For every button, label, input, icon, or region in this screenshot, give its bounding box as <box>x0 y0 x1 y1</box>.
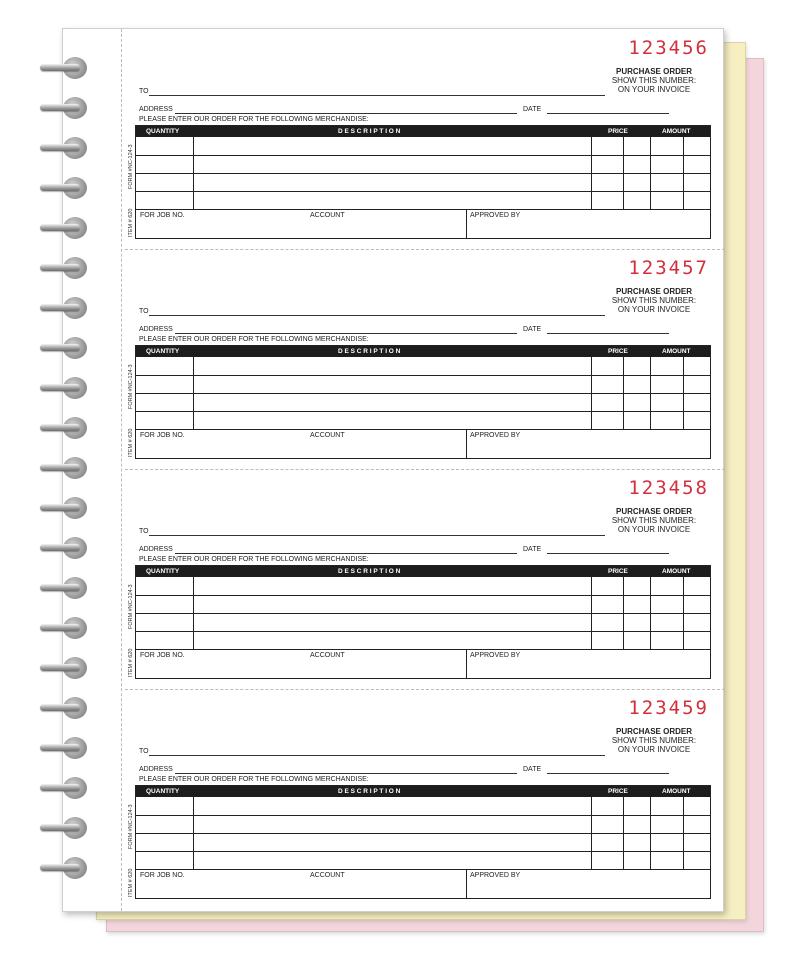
date-field[interactable] <box>547 773 669 774</box>
job-no-label: FOR JOB NO. <box>140 432 185 439</box>
description-header: D E S C R I P T I O N <box>338 128 401 135</box>
po-form-2 <box>125 249 723 469</box>
binding-ring <box>40 415 96 441</box>
show-number-line2: ON YOUR INVOICE <box>617 745 691 754</box>
instructions-text: PLEASE ENTER OUR ORDER FOR THE FOLLOWING MERCHANDISE: <box>139 776 369 783</box>
table-header <box>136 566 710 577</box>
show-number-line2: ON YOUR INVOICE <box>617 305 691 314</box>
po-form-4 <box>125 689 723 909</box>
footer-divider <box>466 869 467 899</box>
table-header <box>136 126 710 137</box>
po-title: PURCHASE ORDER <box>615 727 692 736</box>
po-number: 123457 <box>628 257 709 279</box>
date-label: DATE <box>523 546 542 553</box>
po-title: PURCHASE ORDER <box>615 507 692 516</box>
row-divider <box>136 429 710 430</box>
row-divider <box>136 209 710 210</box>
row-divider <box>136 851 710 852</box>
po-number: 123458 <box>628 477 709 499</box>
po-title-block <box>599 67 709 94</box>
amount-header: AMOUNT <box>662 788 691 795</box>
account-label: ACCOUNT <box>310 872 345 879</box>
order-table <box>135 565 711 679</box>
quantity-header: QUANTITY <box>146 568 180 575</box>
binding-ring <box>40 455 96 481</box>
item-code: ITEM # 620 <box>128 868 134 897</box>
po-title-block <box>599 287 709 314</box>
po-form-1 <box>125 29 723 249</box>
binding-ring <box>40 295 96 321</box>
show-number-line1: SHOW THIS NUMBER: <box>611 736 697 745</box>
po-title: PURCHASE ORDER <box>615 67 692 76</box>
description-header: D E S C R I P T I O N <box>338 568 401 575</box>
price-header: PRICE <box>608 568 628 575</box>
to-label: TO <box>139 308 149 315</box>
job-no-label: FOR JOB NO. <box>140 652 185 659</box>
quantity-header: QUANTITY <box>146 788 180 795</box>
binding-ring <box>40 535 96 561</box>
row-divider <box>136 815 710 816</box>
binding-ring <box>40 135 96 161</box>
address-field[interactable] <box>175 113 517 114</box>
footer-divider <box>466 649 467 679</box>
quantity-header: QUANTITY <box>146 128 180 135</box>
binding-ring <box>40 815 96 841</box>
footer-divider <box>466 429 467 459</box>
amount-header: AMOUNT <box>662 128 691 135</box>
po-number: 123459 <box>628 697 709 719</box>
quantity-header: QUANTITY <box>146 348 180 355</box>
binding-ring <box>40 695 96 721</box>
to-field[interactable] <box>149 95 605 96</box>
row-divider <box>136 173 710 174</box>
price-header: PRICE <box>608 348 628 355</box>
to-label: TO <box>139 528 149 535</box>
address-field[interactable] <box>175 773 517 774</box>
white-original-sheet <box>62 28 724 912</box>
order-table <box>135 785 711 899</box>
form-code: FORM #NC-124-3 <box>128 364 134 409</box>
address-label: ADDRESS <box>139 106 173 113</box>
address-label: ADDRESS <box>139 546 173 553</box>
date-field[interactable] <box>547 113 669 114</box>
spiral-binding <box>40 55 100 895</box>
address-field[interactable] <box>175 333 517 334</box>
description-header: D E S C R I P T I O N <box>338 348 401 355</box>
to-field[interactable] <box>149 315 605 316</box>
binding-ring <box>40 375 96 401</box>
footer-divider <box>466 209 467 239</box>
binding-ring <box>40 495 96 521</box>
description-header: D E S C R I P T I O N <box>338 788 401 795</box>
instructions-text: PLEASE ENTER OUR ORDER FOR THE FOLLOWING MERCHANDISE: <box>139 116 369 123</box>
show-number-line2: ON YOUR INVOICE <box>617 525 691 534</box>
address-label: ADDRESS <box>139 766 173 773</box>
row-divider <box>136 595 710 596</box>
approved-by-label: APPROVED BY <box>470 212 521 219</box>
job-no-label: FOR JOB NO. <box>140 872 185 879</box>
po-number: 123456 <box>628 37 709 59</box>
row-divider <box>136 411 710 412</box>
account-label: ACCOUNT <box>310 432 345 439</box>
date-label: DATE <box>523 106 542 113</box>
po-title: PURCHASE ORDER <box>615 287 692 296</box>
address-field[interactable] <box>175 553 517 554</box>
row-divider <box>136 869 710 870</box>
show-number-line1: SHOW THIS NUMBER: <box>611 516 697 525</box>
binding-ring <box>40 575 96 601</box>
date-field[interactable] <box>547 333 669 334</box>
to-field[interactable] <box>149 535 605 536</box>
instructions-text: PLEASE ENTER OUR ORDER FOR THE FOLLOWING MERCHANDISE: <box>139 336 369 343</box>
address-label: ADDRESS <box>139 326 173 333</box>
order-table <box>135 125 711 239</box>
job-no-label: FOR JOB NO. <box>140 212 185 219</box>
approved-by-label: APPROVED BY <box>470 652 521 659</box>
item-code: ITEM # 620 <box>128 428 134 457</box>
binding-ring <box>40 95 96 121</box>
binding-ring <box>40 735 96 761</box>
row-divider <box>136 649 710 650</box>
binding-ring <box>40 55 96 81</box>
to-field[interactable] <box>149 755 605 756</box>
vertical-perforation <box>121 29 122 911</box>
row-divider <box>136 155 710 156</box>
row-divider <box>136 613 710 614</box>
date-label: DATE <box>523 326 542 333</box>
account-label: ACCOUNT <box>310 652 345 659</box>
po-form-3 <box>125 469 723 689</box>
binding-ring <box>40 855 96 881</box>
price-header: PRICE <box>608 788 628 795</box>
form-code: FORM #NC-124-3 <box>128 584 134 629</box>
binding-ring <box>40 255 96 281</box>
date-label: DATE <box>523 766 542 773</box>
row-divider <box>136 393 710 394</box>
row-divider <box>136 631 710 632</box>
po-title-block <box>599 727 709 754</box>
amount-header: AMOUNT <box>662 348 691 355</box>
approved-by-label: APPROVED BY <box>470 872 521 879</box>
form-code: FORM #NC-124-3 <box>128 804 134 849</box>
item-code: ITEM # 620 <box>128 208 134 237</box>
form-code: FORM #NC-124-3 <box>128 144 134 189</box>
binding-ring <box>40 335 96 361</box>
amount-header: AMOUNT <box>662 568 691 575</box>
price-header: PRICE <box>608 128 628 135</box>
show-number-line1: SHOW THIS NUMBER: <box>611 296 697 305</box>
row-divider <box>136 375 710 376</box>
to-label: TO <box>139 88 149 95</box>
show-number-line2: ON YOUR INVOICE <box>617 85 691 94</box>
instructions-text: PLEASE ENTER OUR ORDER FOR THE FOLLOWING MERCHANDISE: <box>139 556 369 563</box>
to-label: TO <box>139 748 149 755</box>
order-table <box>135 345 711 459</box>
binding-ring <box>40 615 96 641</box>
row-divider <box>136 833 710 834</box>
account-label: ACCOUNT <box>310 212 345 219</box>
binding-ring <box>40 775 96 801</box>
approved-by-label: APPROVED BY <box>470 432 521 439</box>
po-title-block <box>599 507 709 534</box>
table-header <box>136 346 710 357</box>
binding-ring <box>40 215 96 241</box>
row-divider <box>136 191 710 192</box>
binding-ring <box>40 655 96 681</box>
item-code: ITEM # 620 <box>128 648 134 677</box>
show-number-line1: SHOW THIS NUMBER: <box>611 76 697 85</box>
binding-ring <box>40 175 96 201</box>
date-field[interactable] <box>547 553 669 554</box>
table-header <box>136 786 710 797</box>
